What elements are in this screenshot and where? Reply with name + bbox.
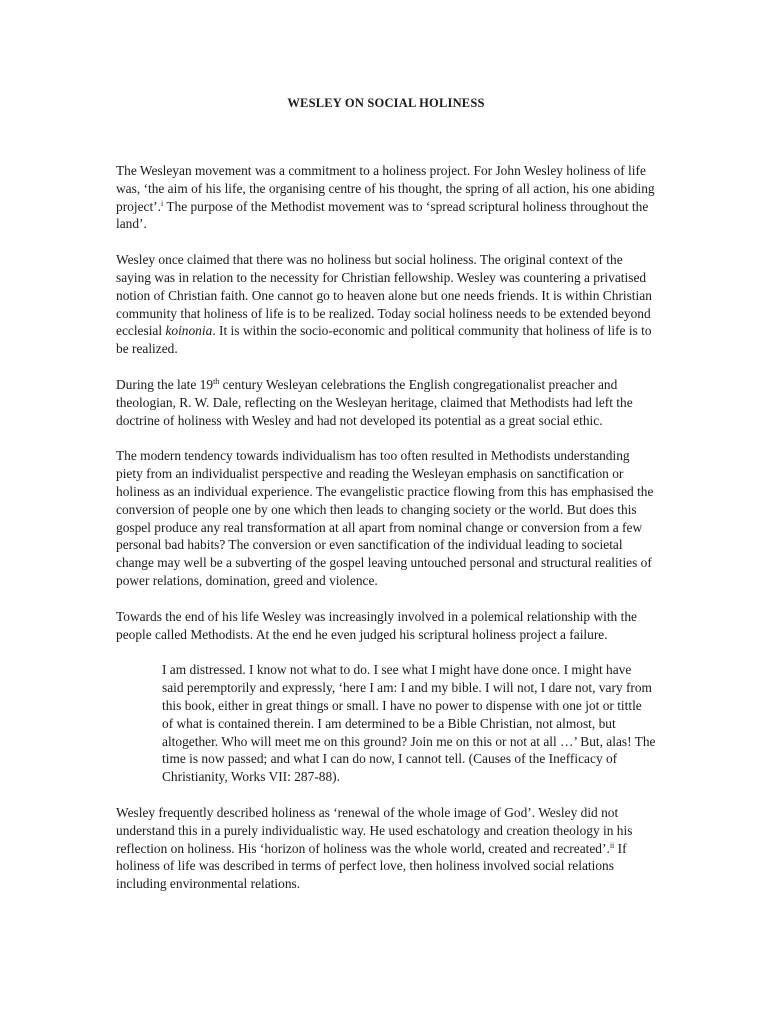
paragraph-2-italic-term: koinonia	[165, 323, 213, 339]
block-quote: I am distressed. I know not what to do. I see what I might have done once. I might have said peremptorily and expressly, ‘here I am: I and my bible. I will not, I dare not, vary from this book, either in great things or small. I have no power to dispense with one jot or tittle of what is contained therein. I am determined to be a Bible Christian, not almost, but altogether. Who will meet me on this ground? Join me on this or not at all …’ But, alas! The time is now passed; and what I can do now, I cannot tell. (Causes of the Inefficacy of Christianity, Works VII: 287-88).	[162, 662, 656, 785]
ordinal-superscript: th	[213, 376, 220, 386]
paragraph-6-text-a: Wesley frequently described holiness as ‘renewal of the whole image of God’. Wesley did not understand this in a purely individualistic way. He used eschatology and creation theology in his reflection on holiness. His ‘horizon of holiness was the whole world, created and recreated’.	[116, 804, 633, 856]
paragraph-1-text-a: The Wesleyan movement was a commitment to a holiness project. For John Wesley holiness of life was, ‘the aim of his life, the organising centre of his thought, the spring of all action, his one abiding project’.	[116, 163, 655, 214]
endnote-marker-i: i	[160, 198, 164, 208]
paragraph-1-text-b: The purpose of the Methodist movement was to ‘spread scriptural holiness throughout the land’.	[116, 198, 649, 232]
paragraph-4: The modern tendency towards individualism has too often resulted in Methodists understanding piety from an individualist perspective and reading the Wesleyan emphasis on sanctification or holiness as an individual experience. The evangelistic practice flowing from this has emphasised the conversion of people one by one which then leads to changing society or the world. But does this gospel produce any real transformation at all apart from nominal change or conversion from a few personal bad habits? The conversion or even sanctification of the individual leading to societal change may well be a subverting of the gospel leaving untouched personal and structural realities of power relations, domination, greed and violence.	[116, 448, 654, 588]
paragraph-2-text-b: . It is within the socio-economic and political community that holiness of life is to be realized.	[116, 323, 652, 357]
paragraph-2-text-a: Wesley once claimed that there was no holiness but social holiness. The original context of the saying was in relation to the necessity for Christian fellowship. Wesley was countering a privatised notion of Christian faith. One cannot go to heaven alone but one needs friends. It is within Christian community that holiness of life is to be realized. Today social holiness needs to be extended beyond ecclesial	[116, 252, 652, 339]
paragraph-1	[116, 162, 656, 233]
document-title: WESLEY ON SOCIAL HOLINESS	[287, 96, 485, 110]
paragraph-2	[116, 251, 656, 358]
paragraph-6	[116, 804, 656, 893]
paragraph-3	[116, 376, 656, 429]
paragraph-5: Towards the end of his life Wesley was increasingly involved in a polemical relationship with the people called Methodists. At the end he even judged his scriptural holiness project a failure.	[116, 608, 637, 642]
paragraph-6-text-b: If holiness of life was described in terms of perfect love, then holiness involved social relations including environmental relations.	[116, 840, 627, 892]
paragraph-3-text-a: During the late 19	[116, 376, 214, 392]
paragraph-3-text-b: century Wesleyan celebrations the English congregationalist preacher and theologian, R. W. Dale, reflecting on the Wesleyan heritage, claimed that Methodists had left the doctrine of holiness with Wesley and had not developed its potential as a great social ethic.	[116, 376, 633, 428]
endnote-marker-ii: ii	[609, 840, 615, 850]
